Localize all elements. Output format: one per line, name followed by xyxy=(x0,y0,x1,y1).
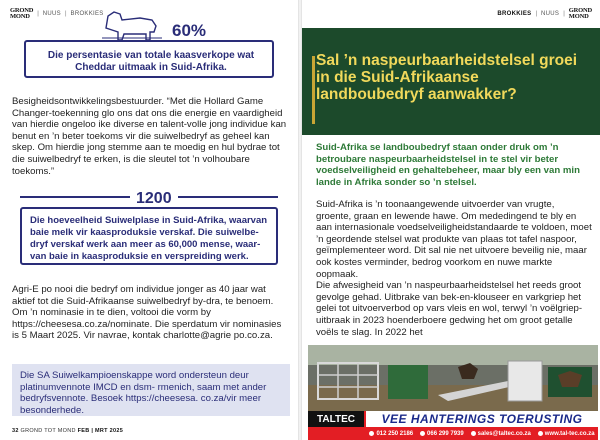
header-section: NUUS xyxy=(42,11,61,17)
header-separator: | xyxy=(535,11,538,17)
headline-accent-bar xyxy=(312,56,315,124)
logo-line-2: MOND xyxy=(568,13,589,20)
ad-slogan: VEE HANTERINGS TOERUSTING xyxy=(381,412,583,426)
header-separator: | xyxy=(37,11,39,17)
ad-phone-2[interactable] xyxy=(420,431,464,437)
page-footer xyxy=(12,428,123,434)
header-subsection: NUUS xyxy=(541,11,560,17)
email-icon xyxy=(471,431,476,436)
logo-line-1: GROND xyxy=(568,7,592,14)
header-right xyxy=(497,8,592,20)
header-section: BROKKIES xyxy=(497,11,532,17)
stat-value-farms: 1200 xyxy=(130,190,178,208)
website-text: www.tal-tec.co.za xyxy=(544,430,595,437)
cow-icon xyxy=(100,8,164,42)
advertisement[interactable] xyxy=(308,345,598,440)
body-paragraph-1: Besigheidsontwikkelingsbestuurder. “Met die Hollard Game Changer-toekenning glo ons dat ons die energie en vaardigheid van hierdie ongeloo ike diverse en talent-volle jong individue kan benut en ’n beter toekoms vir die suiwelbedryf as geheel kan skep. Om hierdie jong stemme aan te moedig en hul bydrae tot die suiwelbedryf te erken, is die sleutel tot ’n volhoubare toekoms.” xyxy=(12,96,287,177)
article-body: Suid-Afrika is ’n toonaangewende uitvoerder van vrugte, groente, graan en lewende hawe. Om mededingend te bly en aan internasionale voedselveiligheidstandaarde te voldoen, moet ’n geordende stelsel wat produkte van plaas tot tafel naspoor, geïmplementeer word. Dit sal nie net uitvoere beveilig nie, maar ook kostes verminder, bedrog voorkom en nuwe markte oopmaak. Die afwesigheid van ’n naspeurbaarheidstelsel het reeds groot gevolge gehad. Uitbrake van bek-en-klouseer en varkgriep het gelei tot uitvoerverbod op vars vleis en wol, terwyl ’n voëlgriep-uitbraak in 2023 hoenderboere gedwing het om groot getalle voëls te slag. In 2022 het xyxy=(316,199,592,338)
header-subsection: BROKKIES xyxy=(70,11,104,17)
logo-line-1: GROND xyxy=(10,7,34,14)
logo-line-2: MOND xyxy=(10,13,30,20)
header-separator: | xyxy=(563,11,565,17)
ad-contact-bar xyxy=(308,427,598,440)
stat-box-cheddar xyxy=(24,40,274,78)
body-paragraph-2: Agri-E po nooi die bedryf om individue jonger as 40 jaar wat aktief tot die Suid-Afrikaanse suiwelbedryf by-dra, te benoem. Om ’n nominasie in te dien, voltooi die vorm by https://cheesesa.co.za/nominate. Die sperdatum vir nominasies is 5 Maart 2025. Vir navrae, kontak charlotte@agrie po.co.za. xyxy=(12,284,282,342)
headline-block xyxy=(302,28,600,135)
ad-website[interactable] xyxy=(538,431,595,437)
ad-phone-1[interactable] xyxy=(369,431,413,437)
right-page xyxy=(302,0,600,440)
stat-text: Die hoeveelheid Suiwelplase in Suid-Afrika, waarvan baie melk vir kaasproduksie verskaf. Die suiwelbe-dryf verskaf werk aan meer as 60,000 mense, waar-van baie in kaasproduksie en verspreiding werk. xyxy=(30,215,268,262)
stat-box-farms xyxy=(20,207,278,265)
phone-2-text: 066 299 7939 xyxy=(427,430,464,437)
stat-text: Die persentasie van totale kaasverkope wat Cheddar uitmaak in Suid-Afrika. xyxy=(47,50,255,73)
stat-value-percentage: 60% xyxy=(172,21,207,40)
phone-1-text: 012 250 2186 xyxy=(376,430,414,437)
phone-icon xyxy=(369,431,374,436)
web-icon xyxy=(538,431,543,436)
ad-banner xyxy=(308,411,598,427)
whatsapp-icon xyxy=(420,431,425,436)
article-headline: Sal ’n naspeurbaarheidstelsel groei in die Suid-Afrikaanse landboubedryf aanwakker? xyxy=(316,52,578,103)
article-lead: Suid-Afrika se landboubedryf staan onder druk om ’n betroubare naspeurbaarheidstelsel in te stel vir beter voedselveiligheid en gehaltebeheer, maar bly een van min lande in Afrika sonder so ’n stelsel. xyxy=(316,142,580,188)
magazine-logo xyxy=(569,8,592,20)
taltec-logo: TALTEC xyxy=(308,411,366,427)
magazine-name: GROND TOT MOND xyxy=(20,428,76,434)
magazine-logo xyxy=(10,8,33,20)
email-text: sales@taltec.co.za xyxy=(477,430,531,437)
header-separator: | xyxy=(64,11,67,17)
issue-date: FEB | MRT 2025 xyxy=(77,428,124,434)
ad-email[interactable] xyxy=(471,431,531,437)
livestock-equipment-photo xyxy=(308,345,598,413)
header-left xyxy=(10,8,104,20)
page-number: 32 xyxy=(12,428,19,434)
sponsor-note-box: Die SA Suiwelkampioenskappe word ondersteun deur platinumvennote IMCD en dsm- rmenich, saam met ander bedryfsvennote. Besoek https://cheesesa. co.za/vir meer besonderhede. xyxy=(12,364,290,416)
